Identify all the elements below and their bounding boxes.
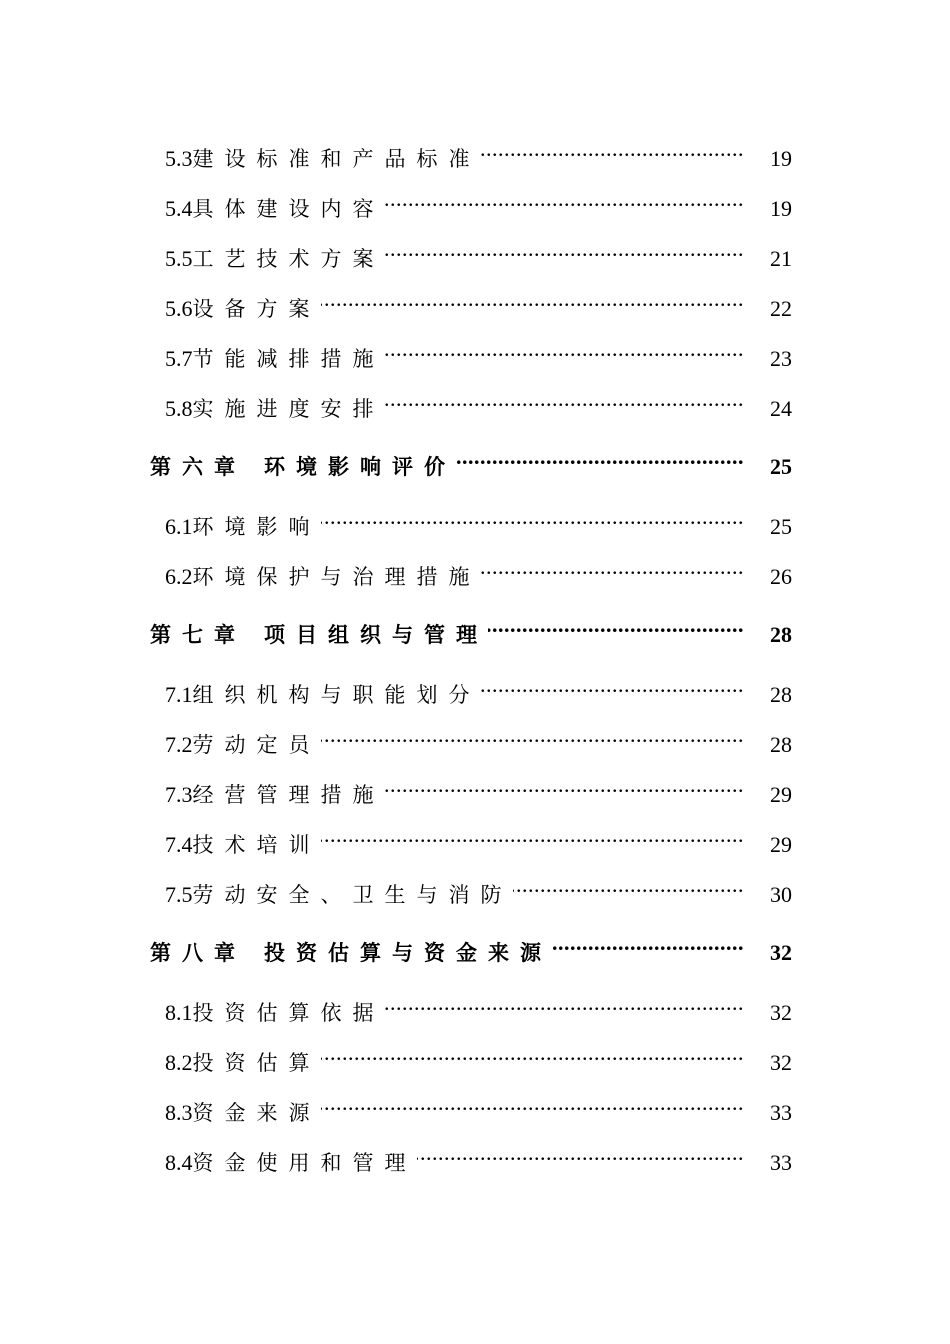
page-number: 30 bbox=[770, 882, 792, 907]
toc-chapter-8 bbox=[150, 926, 792, 965]
section-title: 建设标准和产品标准 bbox=[192, 147, 481, 171]
chapter-label: 第八章 bbox=[150, 941, 246, 965]
dot-leader bbox=[321, 282, 745, 316]
dot-leader bbox=[321, 718, 745, 752]
chapter-label: 第七章 bbox=[150, 623, 246, 647]
section-title: 工艺技术方案 bbox=[192, 247, 385, 271]
dot-leader bbox=[456, 440, 744, 474]
page-number: 32 bbox=[770, 1050, 792, 1075]
toc-entry-6-2 bbox=[165, 550, 792, 589]
section-title: 环境保护与治理措施 bbox=[192, 565, 481, 589]
page-number: 24 bbox=[770, 396, 792, 421]
page-number: 23 bbox=[770, 346, 792, 371]
section-title: 劳动定员 bbox=[192, 733, 321, 757]
dot-leader bbox=[385, 182, 745, 216]
section-title: 节能减排措施 bbox=[192, 347, 385, 371]
section-title: 劳动安全、卫生与消防 bbox=[192, 883, 513, 907]
dot-leader bbox=[488, 608, 744, 642]
dot-leader bbox=[552, 926, 744, 960]
toc-entry-8-4 bbox=[165, 1136, 792, 1175]
toc-entry-5-6 bbox=[165, 282, 792, 321]
dot-leader bbox=[385, 332, 745, 366]
page-number: 33 bbox=[770, 1150, 792, 1175]
toc-entry-7-3 bbox=[165, 768, 792, 807]
dot-leader bbox=[513, 868, 745, 902]
toc-entry-5-4 bbox=[165, 182, 792, 221]
dot-leader bbox=[385, 768, 745, 802]
dot-leader bbox=[321, 1036, 745, 1070]
chapter-label: 第六章 bbox=[150, 455, 246, 479]
section-number: 8.1 bbox=[165, 1000, 193, 1025]
page-number: 32 bbox=[770, 940, 792, 965]
dot-leader bbox=[321, 500, 745, 534]
section-title: 实施进度安排 bbox=[192, 397, 385, 421]
section-title: 投资估算 bbox=[192, 1051, 321, 1075]
section-title: 组织机构与职能划分 bbox=[192, 683, 481, 707]
chapter-title: 项目组织与管理 bbox=[264, 623, 488, 647]
dot-leader bbox=[321, 818, 745, 852]
toc-entry-5-5 bbox=[165, 232, 792, 271]
section-number: 8.4 bbox=[165, 1150, 193, 1175]
page-number: 28 bbox=[770, 682, 792, 707]
page-number: 29 bbox=[770, 782, 792, 807]
page-number: 28 bbox=[770, 622, 792, 647]
toc-entry-8-1 bbox=[165, 986, 792, 1025]
toc-entry-5-7 bbox=[165, 332, 792, 371]
dot-leader bbox=[417, 1136, 745, 1170]
section-title: 环境影响 bbox=[192, 515, 321, 539]
section-title: 具体建设内容 bbox=[192, 197, 385, 221]
section-number: 5.5 bbox=[165, 246, 193, 271]
dot-leader bbox=[481, 668, 745, 702]
dot-leader bbox=[385, 986, 745, 1020]
page-number: 32 bbox=[770, 1000, 792, 1025]
section-number: 5.6 bbox=[165, 296, 193, 321]
section-number: 5.3 bbox=[165, 146, 193, 171]
toc-entry-7-1 bbox=[165, 668, 792, 707]
section-number: 8.3 bbox=[165, 1100, 193, 1125]
section-number: 6.1 bbox=[165, 514, 193, 539]
section-title: 资金使用和管理 bbox=[192, 1151, 417, 1175]
section-number: 7.5 bbox=[165, 882, 193, 907]
dot-leader bbox=[481, 132, 745, 166]
section-number: 7.2 bbox=[165, 732, 193, 757]
section-title: 投资估算依据 bbox=[192, 1001, 385, 1025]
page-number: 21 bbox=[770, 246, 792, 271]
section-number: 6.2 bbox=[165, 564, 193, 589]
page-number: 28 bbox=[770, 732, 792, 757]
page-number: 33 bbox=[770, 1100, 792, 1125]
toc-entry-7-4 bbox=[165, 818, 792, 857]
page-number: 26 bbox=[770, 564, 792, 589]
page-number: 25 bbox=[770, 514, 792, 539]
dot-leader bbox=[385, 382, 745, 416]
section-number: 5.8 bbox=[165, 396, 193, 421]
toc-entry-5-8 bbox=[165, 382, 792, 421]
page-number: 19 bbox=[770, 146, 792, 171]
section-title: 技术培训 bbox=[192, 833, 321, 857]
section-number: 7.3 bbox=[165, 782, 193, 807]
section-number: 8.2 bbox=[165, 1050, 193, 1075]
section-number: 5.4 bbox=[165, 196, 193, 221]
toc-entry-7-5 bbox=[165, 868, 792, 907]
section-title: 资金来源 bbox=[192, 1101, 321, 1125]
toc-entry-8-3 bbox=[165, 1086, 792, 1125]
dot-leader bbox=[481, 550, 745, 584]
chapter-title: 环境影响评价 bbox=[264, 455, 456, 479]
page-number: 25 bbox=[770, 454, 792, 479]
toc-chapter-6 bbox=[150, 440, 792, 479]
page-number: 22 bbox=[770, 296, 792, 321]
toc-entry-6-1 bbox=[165, 500, 792, 539]
toc-entry-7-2 bbox=[165, 718, 792, 757]
page-number: 19 bbox=[770, 196, 792, 221]
section-title: 设备方案 bbox=[192, 297, 321, 321]
toc-entry-5-3 bbox=[165, 132, 792, 171]
section-number: 5.7 bbox=[165, 346, 193, 371]
section-number: 7.1 bbox=[165, 682, 193, 707]
section-number: 7.4 bbox=[165, 832, 193, 857]
toc-entry-8-2 bbox=[165, 1036, 792, 1075]
toc-chapter-7 bbox=[150, 608, 792, 647]
dot-leader bbox=[321, 1086, 745, 1120]
section-title: 经营管理措施 bbox=[192, 783, 385, 807]
chapter-title: 投资估算与资金来源 bbox=[264, 941, 552, 965]
page-number: 29 bbox=[770, 832, 792, 857]
dot-leader bbox=[385, 232, 745, 266]
